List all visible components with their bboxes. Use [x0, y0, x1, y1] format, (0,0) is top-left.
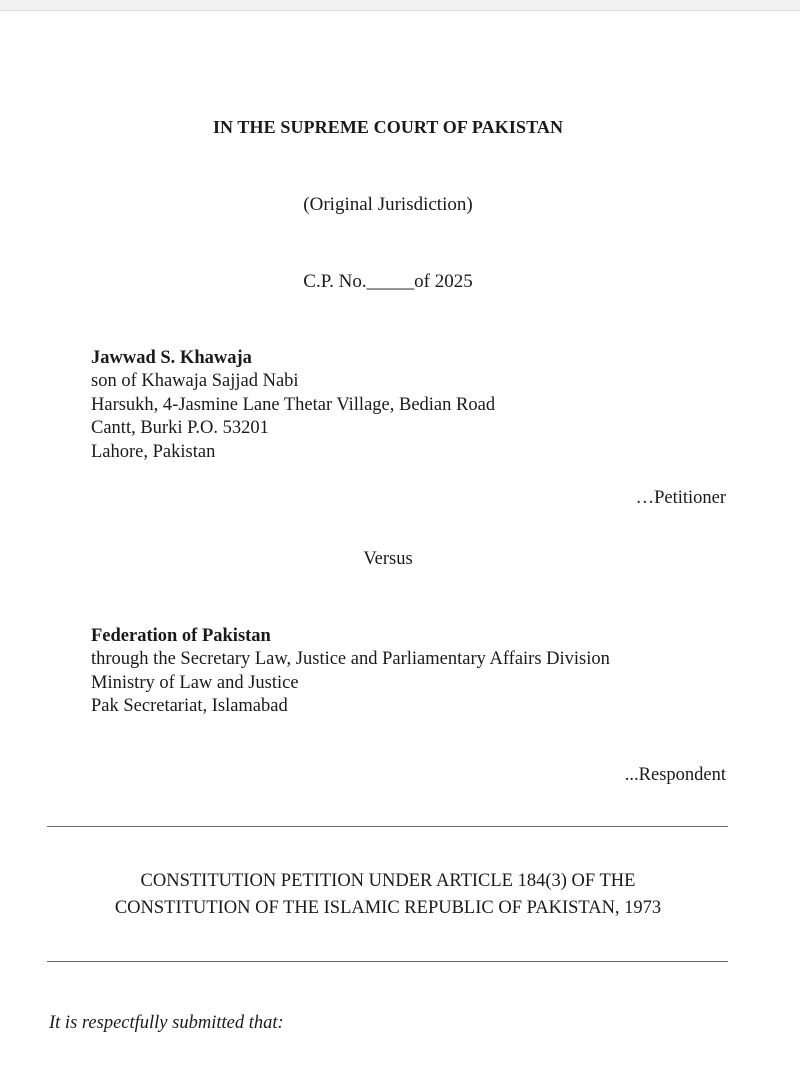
- petitioner-block: [91, 347, 495, 464]
- divider-top: [47, 826, 728, 827]
- divider-bottom: [47, 961, 728, 962]
- court-heading: IN THE SUPREME COURT OF PAKISTAN: [212, 117, 564, 137]
- opening-statement: It is respectfully submitted that:: [49, 1013, 284, 1033]
- jurisdiction-label: (Original Jurisdiction): [303, 194, 473, 215]
- respondent-address-line: Ministry of Law and Justice: [91, 672, 299, 693]
- petitioner-name: Jawwad S. Khawaja: [91, 348, 252, 368]
- viewer-top-bar: [0, 0, 800, 11]
- petition-title: [0, 868, 776, 922]
- respondent-name: Federation of Pakistan: [91, 626, 271, 646]
- petitioner-address-line: Cantt, Burki P.O. 53201: [91, 418, 269, 439]
- case-number: C.P. No._____of 2025: [303, 271, 473, 292]
- respondent-address-line: Pak Secretariat, Islamabad: [91, 696, 288, 717]
- petitioner-address-line: Harsukh, 4-Jasmine Lane Thetar Village, Bedian Road: [91, 394, 496, 415]
- petitioner-address-line: Lahore, Pakistan: [91, 441, 216, 462]
- versus-label: Versus: [363, 549, 413, 569]
- petition-title-line: CONSTITUTION OF THE ISLAMIC REPUBLIC OF PAKISTAN, 1973: [114, 898, 662, 918]
- respondent-role: ...Respondent: [624, 765, 726, 785]
- petition-title-line: CONSTITUTION PETITION UNDER ARTICLE 184(3) OF THE: [140, 871, 636, 891]
- respondent-block: [91, 625, 610, 719]
- petitioner-address-line: son of Khawaja Sajjad Nabi: [91, 371, 299, 392]
- petitioner-role: …Petitioner: [635, 488, 726, 508]
- respondent-address-line: through the Secretary Law, Justice and Parliamentary Affairs Division: [91, 649, 610, 670]
